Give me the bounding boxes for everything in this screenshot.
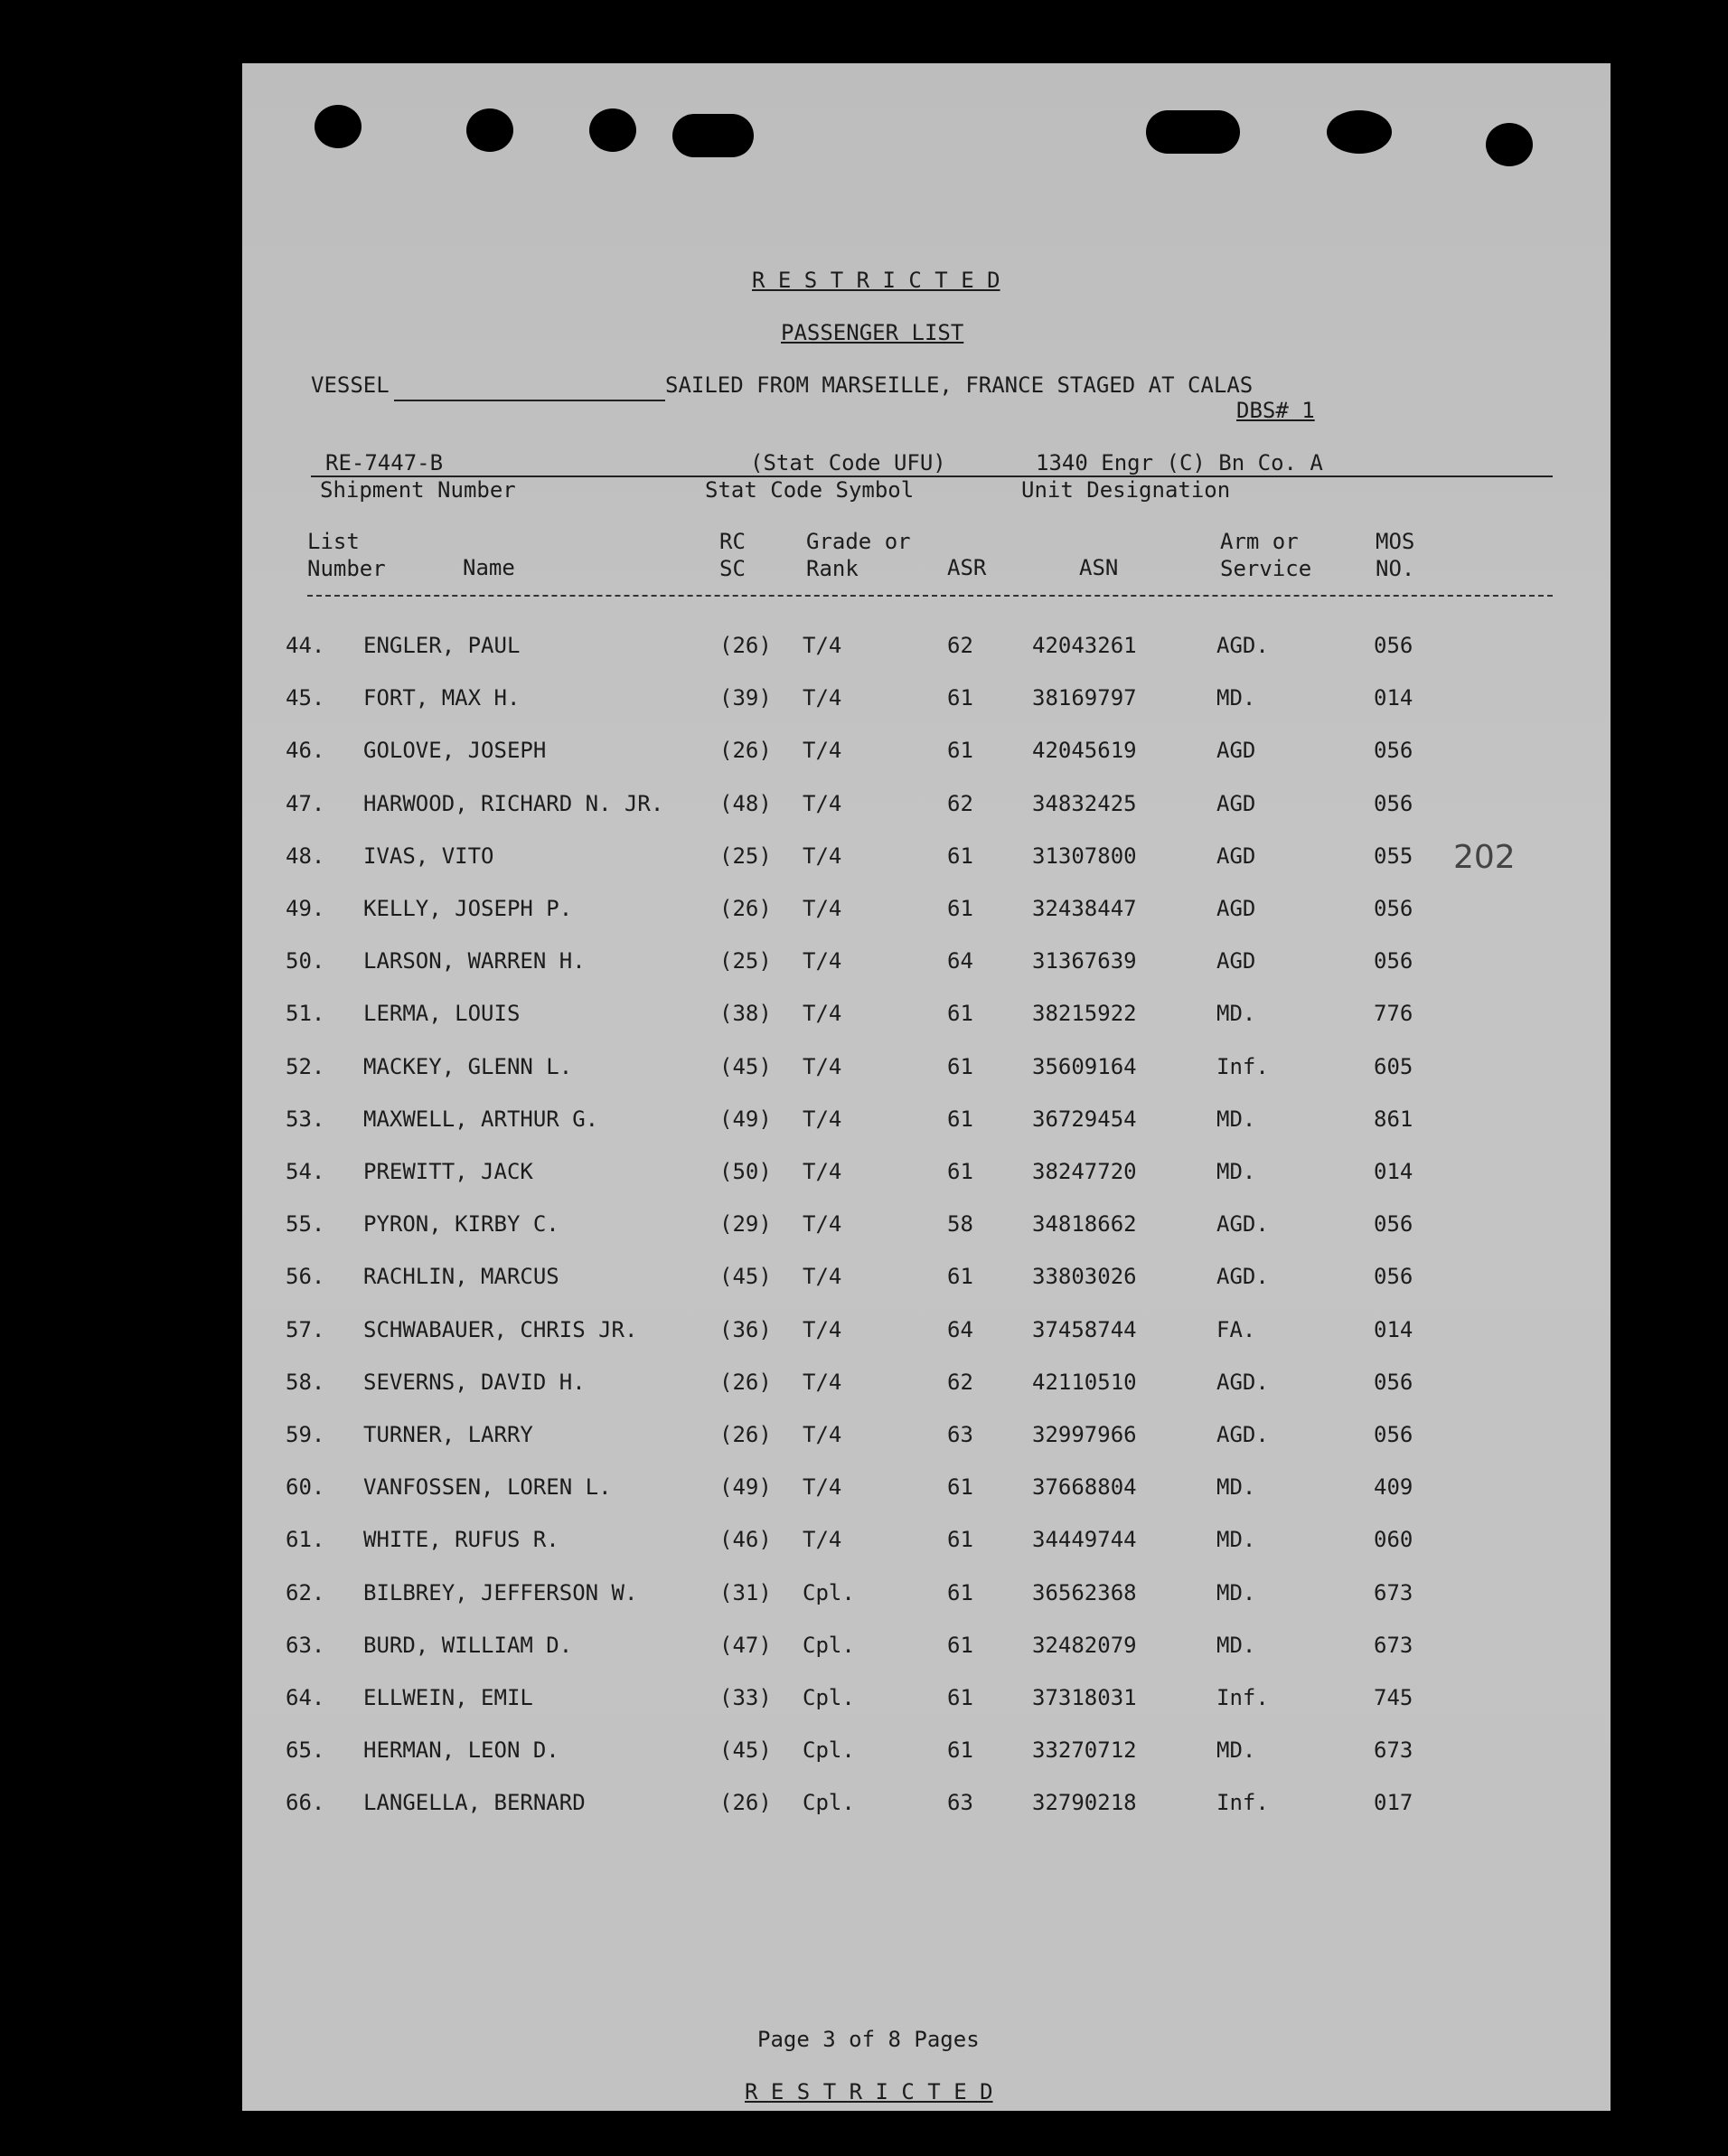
- row-list-number: 64.: [286, 1685, 325, 1710]
- row-rc-sc: (26): [719, 1369, 772, 1395]
- row-asr: 61: [947, 1737, 973, 1764]
- row-name: TURNER, LARRY: [363, 1422, 533, 1447]
- row-name: SEVERNS, DAVID H.: [363, 1369, 586, 1395]
- row-name: FORT, MAX H.: [363, 685, 521, 711]
- row-grade: T/4: [803, 1316, 842, 1342]
- row-list-number: 48.: [286, 843, 325, 869]
- unit-designation: 1340 Engr (C) Bn Co. A: [1036, 450, 1323, 475]
- row-arm: MD.: [1216, 1737, 1256, 1764]
- row-list-number: 66.: [286, 1790, 325, 1816]
- row-list-number: 61.: [286, 1527, 325, 1553]
- row-rc-sc: (38): [719, 1001, 772, 1027]
- row-asn: 32482079: [1032, 1632, 1137, 1658]
- row-arm: AGD.: [1216, 1422, 1269, 1447]
- col-list-number: List Number: [307, 529, 386, 581]
- row-arm: MD.: [1216, 1001, 1256, 1027]
- row-list-number: 53.: [286, 1106, 325, 1132]
- table-row: [242, 948, 1611, 984]
- sailed-line: SAILED FROM MARSEILLE, FRANCE STAGED AT CALAS: [665, 372, 1254, 398]
- document-title: PASSENGER LIST: [781, 320, 964, 345]
- row-grade: Cpl.: [803, 1737, 855, 1764]
- row-mos: 014: [1374, 685, 1413, 711]
- row-asr: 61: [947, 843, 973, 869]
- vessel-label: VESSEL: [311, 372, 390, 398]
- row-rc-sc: (25): [719, 948, 772, 974]
- row-arm: AGD: [1216, 790, 1256, 816]
- row-grade: T/4: [803, 1264, 842, 1290]
- punch-hole: [589, 108, 636, 152]
- row-mos: 056: [1374, 1264, 1413, 1290]
- row-rc-sc: (39): [719, 685, 772, 711]
- row-list-number: 59.: [286, 1422, 325, 1447]
- row-asr: 61: [947, 1474, 973, 1501]
- row-rc-sc: (36): [719, 1316, 772, 1342]
- table-row: [242, 1054, 1611, 1090]
- row-arm: MD.: [1216, 1527, 1256, 1553]
- col-grade: Grade or Rank: [806, 529, 911, 581]
- row-mos: 060: [1374, 1527, 1413, 1553]
- row-grade: T/4: [803, 1211, 842, 1238]
- table-row: [242, 1580, 1611, 1616]
- punch-hole: [672, 114, 754, 157]
- row-asr: 61: [947, 685, 973, 711]
- table-row: [242, 1001, 1611, 1037]
- row-asr: 58: [947, 1211, 973, 1238]
- row-mos: 861: [1374, 1106, 1413, 1132]
- page-indicator: Page 3 of 8 Pages: [757, 2027, 980, 2052]
- row-rc-sc: (45): [719, 1264, 772, 1290]
- row-mos: 673: [1374, 1632, 1413, 1658]
- row-mos: 056: [1374, 948, 1413, 974]
- row-rc-sc: (48): [719, 790, 772, 816]
- row-list-number: 60.: [286, 1474, 325, 1501]
- row-name: BILBREY, JEFFERSON W.: [363, 1579, 638, 1605]
- row-name: WHITE, RUFUS R.: [363, 1527, 559, 1553]
- row-asr: 64: [947, 1316, 973, 1342]
- header-dashed-rule: [307, 595, 1553, 597]
- table-row: [242, 633, 1611, 669]
- row-grade: T/4: [803, 1106, 842, 1132]
- table-row: [242, 1474, 1611, 1511]
- row-arm: MD.: [1216, 1579, 1256, 1605]
- row-arm: AGD: [1216, 843, 1256, 869]
- shipment-number: RE-7447-B: [325, 450, 444, 475]
- row-list-number: 65.: [286, 1737, 325, 1764]
- punch-hole: [1146, 110, 1240, 154]
- row-name: PYRON, KIRBY C.: [363, 1211, 559, 1238]
- row-asn: 33803026: [1032, 1264, 1137, 1290]
- table-row: [242, 1264, 1611, 1300]
- row-list-number: 54.: [286, 1159, 325, 1184]
- table-row: [242, 1317, 1611, 1353]
- row-arm: AGD.: [1216, 1369, 1269, 1395]
- table-row: [242, 1633, 1611, 1669]
- row-rc-sc: (49): [719, 1474, 772, 1501]
- row-name: MAXWELL, ARTHUR G.: [363, 1106, 599, 1132]
- row-mos: 056: [1374, 738, 1413, 764]
- row-list-number: 45.: [286, 685, 325, 711]
- row-name: MACKEY, GLENN L.: [363, 1053, 573, 1079]
- row-grade: Cpl.: [803, 1632, 855, 1658]
- row-mos: 014: [1374, 1316, 1413, 1342]
- row-list-number: 55.: [286, 1211, 325, 1238]
- restricted-header: R E S T R I C T E D: [752, 268, 1000, 293]
- row-arm: MD.: [1216, 685, 1256, 711]
- row-arm: FA.: [1216, 1316, 1256, 1342]
- row-list-number: 56.: [286, 1264, 325, 1290]
- row-list-number: 44.: [286, 633, 325, 658]
- row-rc-sc: (33): [719, 1685, 772, 1710]
- row-grade: T/4: [803, 1474, 842, 1501]
- row-grade: T/4: [803, 1527, 842, 1553]
- row-list-number: 47.: [286, 790, 325, 816]
- row-asr: 61: [947, 1632, 973, 1658]
- col-name: Name: [463, 555, 515, 580]
- row-mos: 673: [1374, 1579, 1413, 1605]
- row-name: RACHLIN, MARCUS: [363, 1264, 559, 1290]
- row-arm: MD.: [1216, 1106, 1256, 1132]
- row-grade: T/4: [803, 738, 842, 764]
- row-asn: 34818662: [1032, 1211, 1137, 1238]
- row-asn: 38247720: [1032, 1159, 1137, 1184]
- row-asn: 35609164: [1032, 1053, 1137, 1079]
- row-arm: AGD.: [1216, 1211, 1269, 1238]
- row-asr: 61: [947, 1106, 973, 1132]
- row-asr: 63: [947, 1422, 973, 1447]
- punch-hole: [466, 108, 513, 152]
- row-mos: 745: [1374, 1685, 1413, 1710]
- table-row: [242, 896, 1611, 932]
- table-row: [242, 791, 1611, 827]
- row-name: HARWOOD, RICHARD N. JR.: [363, 790, 664, 816]
- row-grade: T/4: [803, 1422, 842, 1447]
- row-rc-sc: (45): [719, 1737, 772, 1764]
- row-grade: T/4: [803, 633, 842, 658]
- row-asr: 62: [947, 790, 973, 816]
- table-row: [242, 685, 1611, 721]
- row-grade: T/4: [803, 1369, 842, 1395]
- row-rc-sc: (47): [719, 1632, 772, 1658]
- col-asr: ASR: [947, 555, 987, 580]
- row-list-number: 62.: [286, 1579, 325, 1605]
- row-arm: Inf.: [1216, 1790, 1269, 1816]
- row-asr: 61: [947, 1053, 973, 1079]
- row-rc-sc: (29): [719, 1211, 772, 1238]
- row-rc-sc: (25): [719, 843, 772, 869]
- row-mos: 056: [1374, 1369, 1413, 1395]
- row-rc-sc: (50): [719, 1159, 772, 1184]
- row-asn: 42043261: [1032, 633, 1137, 658]
- col-mos: MOS NO.: [1376, 529, 1415, 581]
- row-mos: 056: [1374, 1422, 1413, 1447]
- row-grade: T/4: [803, 843, 842, 869]
- row-asr: 61: [947, 1685, 973, 1710]
- row-rc-sc: (45): [719, 1053, 772, 1079]
- punch-hole: [1486, 123, 1533, 166]
- row-arm: MD.: [1216, 1159, 1256, 1184]
- table-row: [242, 1737, 1611, 1774]
- row-name: HERMAN, LEON D.: [363, 1737, 559, 1764]
- row-arm: AGD.: [1216, 1264, 1269, 1290]
- row-asr: 61: [947, 1001, 973, 1027]
- punch-hole: [315, 105, 362, 148]
- row-asn: 34832425: [1032, 790, 1137, 816]
- row-rc-sc: (49): [719, 1106, 772, 1132]
- row-rc-sc: (26): [719, 633, 772, 658]
- row-asn: 42045619: [1032, 738, 1137, 764]
- row-asr: 61: [947, 896, 973, 921]
- table-row: [242, 1685, 1611, 1721]
- row-grade: Cpl.: [803, 1579, 855, 1605]
- row-mos: 056: [1374, 1211, 1413, 1238]
- row-mos: 673: [1374, 1737, 1413, 1764]
- row-arm: Inf.: [1216, 1685, 1269, 1710]
- table-row: [242, 843, 1611, 880]
- row-name: IVAS, VITO: [363, 843, 494, 869]
- row-asn: 36562368: [1032, 1579, 1137, 1605]
- table-row: [242, 1211, 1611, 1247]
- document-page: [242, 63, 1611, 2111]
- row-name: GOLOVE, JOSEPH: [363, 738, 547, 764]
- row-name: ENGLER, PAUL: [363, 633, 521, 658]
- row-asn: 32997966: [1032, 1422, 1137, 1447]
- row-asn: 31367639: [1032, 948, 1137, 974]
- page-stamp-number: 202: [1453, 839, 1516, 876]
- table-row: [242, 1370, 1611, 1406]
- row-arm: AGD: [1216, 948, 1256, 974]
- row-asn: 33270712: [1032, 1737, 1137, 1764]
- row-mos: 605: [1374, 1053, 1413, 1079]
- row-rc-sc: (46): [719, 1527, 772, 1553]
- row-list-number: 52.: [286, 1053, 325, 1079]
- vessel-blank: [394, 400, 665, 401]
- row-mos: 409: [1374, 1474, 1413, 1501]
- row-asn: 37318031: [1032, 1685, 1137, 1710]
- row-name: LANGELLA, BERNARD: [363, 1790, 586, 1816]
- stat-code-label: Stat Code Symbol: [705, 477, 915, 503]
- row-grade: T/4: [803, 1001, 842, 1027]
- unit-designation-label: Unit Designation: [1021, 477, 1231, 503]
- row-grade: Cpl.: [803, 1685, 855, 1710]
- row-name: ELLWEIN, EMIL: [363, 1685, 533, 1710]
- row-name: KELLY, JOSEPH P.: [363, 896, 573, 921]
- row-mos: 056: [1374, 896, 1413, 921]
- row-list-number: 58.: [286, 1369, 325, 1395]
- row-asr: 61: [947, 1527, 973, 1553]
- row-asn: 31307800: [1032, 843, 1137, 869]
- row-grade: T/4: [803, 1053, 842, 1079]
- row-grade: T/4: [803, 685, 842, 711]
- row-rc-sc: (26): [719, 738, 772, 764]
- row-name: VANFOSSEN, LOREN L.: [363, 1474, 612, 1501]
- row-asn: 38169797: [1032, 685, 1137, 711]
- punch-hole: [1327, 110, 1392, 154]
- row-asr: 61: [947, 1159, 973, 1184]
- row-asr: 62: [947, 1369, 973, 1395]
- row-asn: 32790218: [1032, 1790, 1137, 1816]
- table-row: [242, 1422, 1611, 1458]
- row-name: PREWITT, JACK: [363, 1159, 533, 1184]
- row-arm: Inf.: [1216, 1053, 1269, 1079]
- table-row: [242, 1790, 1611, 1826]
- row-arm: MD.: [1216, 1474, 1256, 1501]
- row-mos: 056: [1374, 790, 1413, 816]
- row-asn: 34449744: [1032, 1527, 1137, 1553]
- table-row: [242, 738, 1611, 774]
- row-arm: MD.: [1216, 1632, 1256, 1658]
- row-asn: 32438447: [1032, 896, 1137, 921]
- row-grade: T/4: [803, 948, 842, 974]
- row-grade: T/4: [803, 1159, 842, 1184]
- row-asr: 61: [947, 738, 973, 764]
- row-list-number: 49.: [286, 896, 325, 921]
- stat-code: (Stat Code UFU): [750, 450, 946, 475]
- row-list-number: 50.: [286, 948, 325, 974]
- row-arm: AGD: [1216, 896, 1256, 921]
- row-rc-sc: (26): [719, 896, 772, 921]
- row-asr: 61: [947, 1579, 973, 1605]
- table-row: [242, 1159, 1611, 1195]
- row-grade: T/4: [803, 790, 842, 816]
- row-asn: 38215922: [1032, 1001, 1137, 1027]
- row-asn: 37458744: [1032, 1316, 1137, 1342]
- dbs-number: DBS# 1: [1236, 398, 1315, 423]
- row-name: LERMA, LOUIS: [363, 1001, 521, 1027]
- shipment-number-label: Shipment Number: [320, 477, 516, 503]
- restricted-footer: R E S T R I C T E D: [745, 2079, 993, 2104]
- row-name: LARSON, WARREN H.: [363, 948, 586, 974]
- col-arm: Arm or Service: [1220, 529, 1312, 581]
- row-asn: 37668804: [1032, 1474, 1137, 1501]
- row-list-number: 51.: [286, 1001, 325, 1027]
- col-rc-sc: RC SC: [719, 529, 746, 581]
- table-row: [242, 1527, 1611, 1563]
- row-arm: AGD.: [1216, 633, 1269, 658]
- row-name: SCHWABAUER, CHRIS JR.: [363, 1316, 638, 1342]
- row-grade: T/4: [803, 896, 842, 921]
- row-mos: 055: [1374, 843, 1413, 869]
- row-name: BURD, WILLIAM D.: [363, 1632, 573, 1658]
- row-rc-sc: (26): [719, 1422, 772, 1447]
- row-asr: 63: [947, 1790, 973, 1816]
- row-asn: 42110510: [1032, 1369, 1137, 1395]
- table-row: [242, 1106, 1611, 1143]
- row-mos: 776: [1374, 1001, 1413, 1027]
- row-mos: 017: [1374, 1790, 1413, 1816]
- row-asr: 61: [947, 1264, 973, 1290]
- row-arm: AGD: [1216, 738, 1256, 764]
- row-rc-sc: (31): [719, 1579, 772, 1605]
- row-mos: 014: [1374, 1159, 1413, 1184]
- row-asr: 64: [947, 948, 973, 974]
- row-grade: Cpl.: [803, 1790, 855, 1816]
- row-mos: 056: [1374, 633, 1413, 658]
- row-rc-sc: (26): [719, 1790, 772, 1816]
- row-list-number: 57.: [286, 1316, 325, 1342]
- row-list-number: 63.: [286, 1632, 325, 1658]
- row-asr: 62: [947, 633, 973, 658]
- row-asn: 36729454: [1032, 1106, 1137, 1132]
- row-list-number: 46.: [286, 738, 325, 764]
- col-asn: ASN: [1079, 555, 1119, 580]
